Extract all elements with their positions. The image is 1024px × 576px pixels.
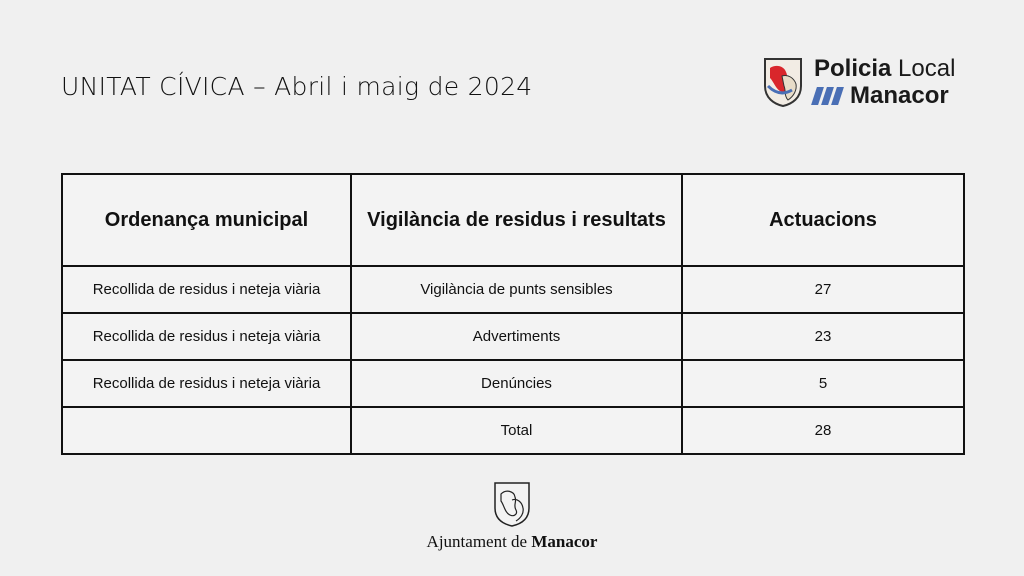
cell-ordinance [62, 407, 351, 454]
shield-icon [492, 480, 532, 528]
shield-icon [762, 56, 804, 108]
cell-ordinance: Recollida de residus i neteja viària [62, 360, 351, 407]
brand-name: Policia Local [814, 54, 956, 82]
cell-ordinance: Recollida de residus i neteja viària [62, 313, 351, 360]
cell-actions: 5 [682, 360, 964, 407]
column-header-ordinance: Ordenança municipal [62, 174, 351, 266]
column-header-surveillance: Vigilància de residus i resultats [351, 174, 682, 266]
table-row [62, 360, 964, 407]
column-header-actions: Actuacions [682, 174, 964, 266]
cell-actions: 23 [682, 313, 964, 360]
cell-total-label: Total [351, 407, 682, 454]
page-title: UNITAT CÍVICA – Abril i maig de 2024 [61, 72, 533, 101]
cell-surveillance: Advertiments [351, 313, 682, 360]
police-logo [762, 56, 955, 108]
table-row [62, 313, 964, 360]
cell-surveillance: Denúncies [351, 360, 682, 407]
brand-stripes [814, 87, 844, 105]
footer-label: Ajuntament de Manacor [426, 532, 598, 551]
footer-logo [0, 480, 1024, 552]
cell-actions: 27 [682, 266, 964, 313]
table-header-row [62, 174, 964, 266]
brand-city: Manacor [850, 81, 949, 109]
cell-ordinance: Recollida de residus i neteja viària [62, 266, 351, 313]
table-row-total [62, 407, 964, 454]
cell-surveillance: Vigilància de punts sensibles [351, 266, 682, 313]
cell-total-value: 28 [682, 407, 964, 454]
table-row [62, 266, 964, 313]
results-table [61, 173, 965, 455]
